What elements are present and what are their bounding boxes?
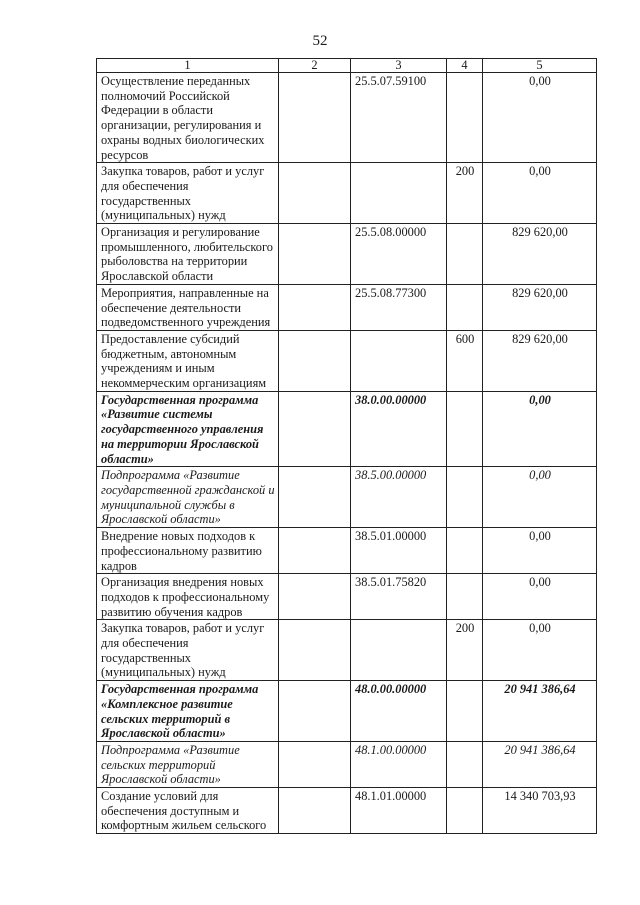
amount: 20 941 386,64: [483, 741, 597, 787]
table-row: [97, 73, 597, 163]
expense-type: [447, 73, 483, 163]
page-number: 52: [312, 33, 328, 49]
amount: 14 340 703,93: [483, 788, 597, 834]
expense-type: [447, 467, 483, 528]
column-2-value: [279, 528, 351, 574]
amount: 829 620,00: [483, 284, 597, 330]
amount: 0,00: [483, 620, 597, 681]
column-header: 5: [483, 59, 597, 73]
expense-type: 600: [447, 330, 483, 391]
amount: 0,00: [483, 467, 597, 528]
target-code: [351, 163, 447, 224]
amount: 0,00: [483, 528, 597, 574]
target-code: [351, 620, 447, 681]
expense-name: Предоставление субсидий бюджетным, автономным учреждениям и иным некоммерческим организациям: [97, 330, 279, 391]
table-body: [97, 73, 597, 834]
target-code: 25.5.07.59100: [351, 73, 447, 163]
expense-name: Осуществление переданных полномочий Российской Федерации в области организации, регулирования и охраны водных биологических ресурсов: [97, 73, 279, 163]
expense-type: [447, 391, 483, 467]
table-row: [97, 620, 597, 681]
expense-name: Государственная программа «Комплексное развитие сельских территорий в Ярославской области»: [97, 681, 279, 742]
amount: 20 941 386,64: [483, 681, 597, 742]
amount: 829 620,00: [483, 330, 597, 391]
target-code: 38.5.00.00000: [351, 467, 447, 528]
target-code: 48.1.00.00000: [351, 741, 447, 787]
column-2-value: [279, 620, 351, 681]
table-row: [97, 284, 597, 330]
target-code: 38.5.01.00000: [351, 528, 447, 574]
column-2-value: [279, 73, 351, 163]
column-2-value: [279, 741, 351, 787]
target-code: 38.5.01.75820: [351, 574, 447, 620]
target-code: 48.0.00.00000: [351, 681, 447, 742]
expense-name: Организация и регулирование промышленного, любительского рыболовства на территории Ярославской области: [97, 224, 279, 285]
expense-type: [447, 741, 483, 787]
table-row: [97, 528, 597, 574]
table-row: [97, 574, 597, 620]
table-header-row: [97, 59, 597, 73]
target-code: [351, 330, 447, 391]
expense-type: 200: [447, 620, 483, 681]
expense-type: [447, 224, 483, 285]
column-2-value: [279, 391, 351, 467]
amount: 0,00: [483, 163, 597, 224]
table-row: [97, 741, 597, 787]
column-2-value: [279, 574, 351, 620]
table-row: [97, 330, 597, 391]
column-2-value: [279, 163, 351, 224]
expense-name: Подпрограмма «Развитие государственной гражданской и муниципальной службы в Ярославской области»: [97, 467, 279, 528]
expense-type: [447, 528, 483, 574]
table-row: [97, 681, 597, 742]
column-2-value: [279, 467, 351, 528]
expense-name: Мероприятия, направленные на обеспечение деятельности подведомственного учреждения: [97, 284, 279, 330]
expense-name: Государственная программа «Развитие системы государственного управления на территории Ярославской области»: [97, 391, 279, 467]
column-header: 1: [97, 59, 279, 73]
target-code: 38.0.00.00000: [351, 391, 447, 467]
table-row: [97, 163, 597, 224]
expense-type: 200: [447, 163, 483, 224]
amount: 0,00: [483, 391, 597, 467]
column-header: 3: [351, 59, 447, 73]
expense-name: Закупка товаров, работ и услуг для обеспечения государственных (муниципальных) нужд: [97, 163, 279, 224]
table-row: [97, 391, 597, 467]
column-header: 2: [279, 59, 351, 73]
amount: 0,00: [483, 574, 597, 620]
table-row: [97, 788, 597, 834]
expense-name: Создание условий для обеспечения доступным и комфортным жильем сельского: [97, 788, 279, 834]
table-row: [97, 224, 597, 285]
column-2-value: [279, 330, 351, 391]
column-2-value: [279, 224, 351, 285]
expense-type: [447, 574, 483, 620]
column-2-value: [279, 681, 351, 742]
budget-table: [96, 58, 597, 834]
expense-type: [447, 788, 483, 834]
expense-name: Закупка товаров, работ и услуг для обеспечения государственных (муниципальных) нужд: [97, 620, 279, 681]
expense-name: Внедрение новых подходов к профессиональному развитию кадров: [97, 528, 279, 574]
target-code: 25.5.08.00000: [351, 224, 447, 285]
column-2-value: [279, 284, 351, 330]
amount: 0,00: [483, 73, 597, 163]
amount: 829 620,00: [483, 224, 597, 285]
target-code: 48.1.01.00000: [351, 788, 447, 834]
expense-type: [447, 284, 483, 330]
expense-name: Организация внедрения новых подходов к профессиональному развитию обучения кадров: [97, 574, 279, 620]
table-row: [97, 467, 597, 528]
target-code: 25.5.08.77300: [351, 284, 447, 330]
expense-name: Подпрограмма «Развитие сельских территорий Ярославской области»: [97, 741, 279, 787]
expense-type: [447, 681, 483, 742]
column-header: 4: [447, 59, 483, 73]
column-2-value: [279, 788, 351, 834]
